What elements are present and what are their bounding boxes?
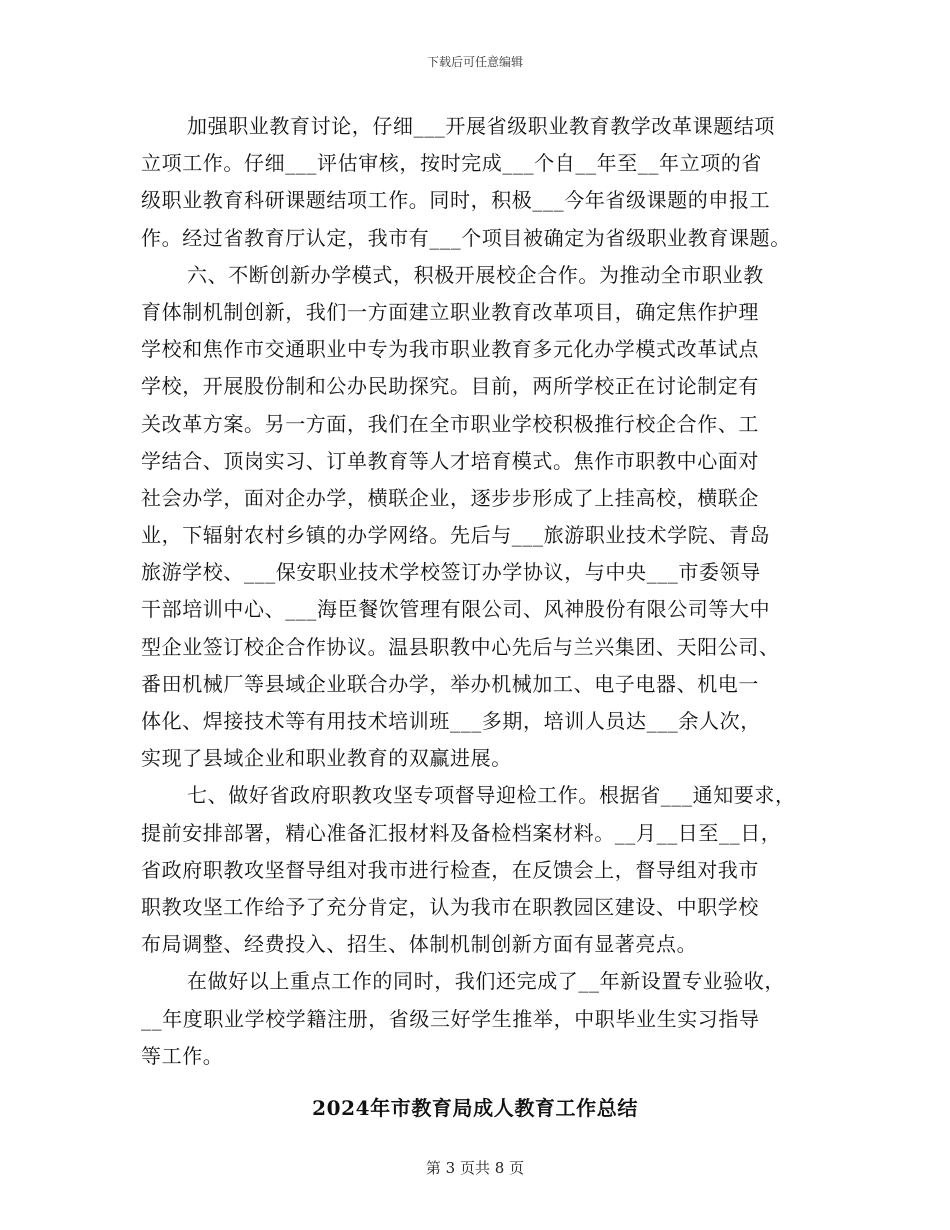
document-body: [141, 108, 831, 1075]
header-note: 下载后可任意编辑: [426, 55, 523, 69]
paragraph-2-line-6: 学结合、顶岗实习、订单教育等人才培育模式。焦作市职教中心面对: [141, 448, 759, 473]
page-footer: 第 3 页共 8 页: [425, 1159, 525, 1177]
paragraph-2-line-2: 育体制机制创新，我们一方面建立职业教育改革项目，确定焦作护理: [141, 299, 759, 324]
paragraph-3-line-3: 省政府职教攻坚督导组对我市进行检查，在反馈会上，督导组对我市: [141, 857, 759, 882]
paragraph-3-line-5: 布局调整、经费投入、招生、体制机制创新方面有显著亮点。: [141, 932, 698, 957]
paragraph-2-line-11: 型企业签订校企合作协议。温县职教中心先后与兰兴集团、天阳公司、: [141, 634, 780, 659]
paragraph-1-line-1: 加强职业教育讨论，仔细___开展省级职业教育教学改革课题结项: [187, 114, 775, 138]
paragraph-3-line-1: 七、做好省政府职教攻坚专项督导迎检工作。根据省___通知要求，: [187, 783, 796, 808]
document-title: 2024年市教育局成人教育工作总结: [312, 1096, 638, 1120]
paragraph-2-line-8: 业，下辐射农村乡镇的办学网络。先后与___旅游职业技术学院、青岛: [141, 523, 771, 548]
paragraph-2-line-7: 社会办学，面对企办学，横联企业，逐步步形成了上挂高校，横联企: [141, 485, 759, 510]
paragraph-2-line-13: 体化、焊接技术等有用技术培训班___多期，培训人员达___余人次，: [141, 709, 761, 733]
paragraph-4-line-3: 等工作。: [141, 1043, 224, 1068]
paragraph-2-line-5: 关改革方案。另一方面，我们在全市职业学校积极推行校企合作、工: [141, 411, 759, 436]
paragraph-4-line-1: 在做好以上重点工作的同时，我们还完成了__年新设置专业验收，: [187, 969, 785, 994]
paragraph-3-line-4: 职教攻坚工作给予了充分肯定，认为我市在职教园区建设、中职学校: [141, 894, 759, 919]
paragraph-3-line-2: 提前安排部署，精心准备汇报材料及备检档案材料。__月__日至__日，: [141, 820, 782, 845]
paragraph-2-line-14: 实现了县域企业和职业教育的双赢进展。: [141, 746, 512, 771]
paragraph-1-line-2: 立项工作。仔细___评估审核，按时完成___个自__年至__年立项的省: [141, 151, 762, 176]
paragraph-2-line-3: 学校和焦作市交通职业中专为我市职业教育多元化办学模式改革试点: [141, 337, 759, 362]
paragraph-2-line-1: 六、不断创新办学模式，积极开展校企合作。为推动全市职业教: [187, 262, 764, 287]
paragraph-1-line-4: 作。经过省教育厅认定，我市有___个项目被确定为省级职业教育课题。: [141, 225, 791, 250]
paragraph-2-line-12: 番田机械厂等县域企业联合办学，举办机械加工、电子电器、机电一: [141, 671, 759, 696]
paragraph-4-line-2: __年度职业学校学籍注册，省级三好学生推举，中职毕业生实习指导: [141, 1006, 760, 1031]
paragraph-2-line-4: 学校，开展股份制和公办民助探究。目前，两所学校正在讨论制定有: [141, 374, 759, 399]
paragraph-2-line-10: 干部培训中心、___海臣餐饮管理有限公司、风神股份有限公司等大中: [141, 597, 771, 622]
paragraph-1-line-3: 级职业教育科研课题结项工作。同时，积极___今年省级课题的申报工: [141, 188, 771, 213]
paragraph-2-line-9: 旅游学校、___保安职业技术学校签订办学协议，与中央___市委领导: [141, 560, 761, 585]
